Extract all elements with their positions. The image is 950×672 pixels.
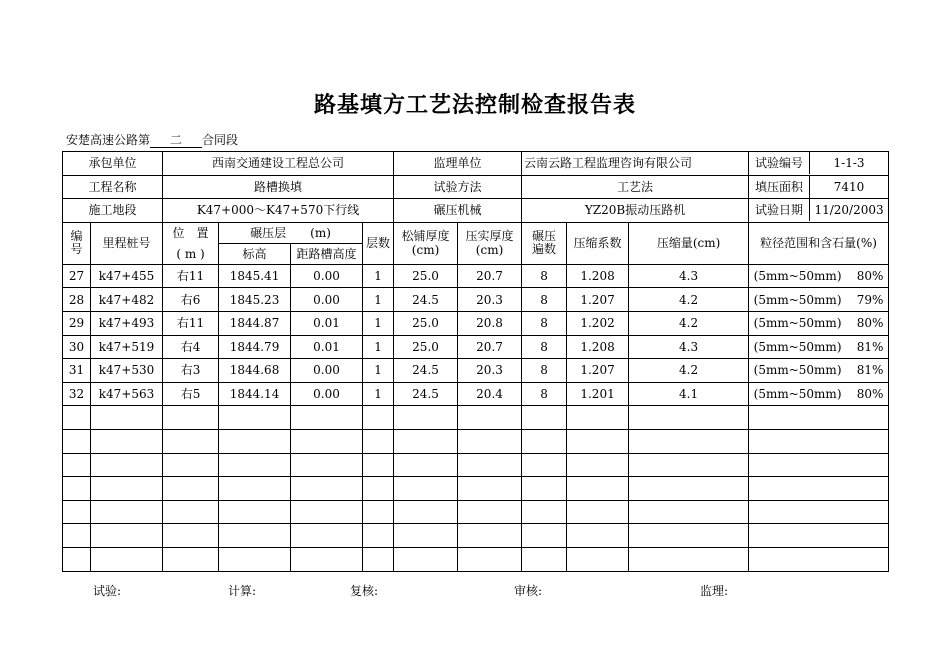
date-value: 11/20/2003 — [814, 203, 884, 218]
empty-row — [63, 500, 889, 524]
section-suffix: 合同段 — [202, 133, 239, 147]
table-row: 27 k47+455 右11 1845.41 0.00 1 25.0 20.7 8 1.208 4.3 (5mm~50mm) 80% — [63, 264, 889, 288]
header-compacted: 压实厚度(cm) — [458, 222, 522, 264]
section-prefix: 安楚高速公路第 — [66, 133, 151, 147]
header-passes: 碾压遍数 — [522, 222, 567, 264]
contract-section-line — [66, 131, 238, 148]
machine-label: 碾压机械 — [394, 199, 522, 223]
info-row-1 — [63, 152, 889, 176]
header-grading: 粒径范围和含石量(%) — [749, 222, 889, 264]
report-title: 路基填方工艺法控制检查报告表 — [313, 93, 636, 118]
header-elevation: 标高 — [219, 243, 291, 264]
date-label: 试验日期 — [749, 199, 810, 221]
contractor-label: 承包单位 — [63, 152, 163, 176]
info-row-3 — [63, 199, 889, 223]
site-value: K47+000～K47+570下行线 — [163, 199, 394, 223]
info-row-2 — [63, 175, 889, 199]
header-chainage: 里程桩号 — [91, 222, 163, 264]
section-number: 二 — [150, 133, 202, 148]
footer-calc: 计算: — [228, 584, 257, 598]
footer-audit: 审核: — [514, 584, 543, 598]
header-layer-group: 碾压层 (m) — [219, 222, 363, 243]
table-row: 32 k47+563 右5 1844.14 0.00 1 24.5 20.4 8 1.201 4.1 (5mm~50mm) 80% — [63, 382, 889, 406]
test-no-label: 试验编号 — [749, 152, 810, 174]
test-no-cell — [749, 152, 889, 176]
supervisor-value: 云南云路工程监理咨询有限公司 — [522, 152, 749, 176]
test-no-value: 1-1-3 — [833, 156, 865, 171]
method-label: 试验方法 — [394, 175, 522, 199]
table-row: 29 k47+493 右11 1844.87 0.01 1 25.0 20.8 8 1.202 4.2 (5mm~50mm) 80% — [63, 311, 889, 335]
empty-row — [63, 547, 889, 571]
area-cell — [749, 175, 889, 199]
header-position-unit: ( m ) — [163, 243, 219, 264]
header-coef: 压缩系数 — [567, 222, 629, 264]
project-value: 路槽换填 — [163, 175, 394, 199]
area-label: 填压面积 — [749, 176, 810, 198]
contractor-value: 西南交通建设工程总公司 — [163, 152, 394, 176]
site-label: 施工地段 — [63, 199, 163, 223]
machine-value: YZ20B振动压路机 — [522, 199, 749, 223]
header-position: 位 置 — [163, 222, 219, 243]
empty-row — [63, 524, 889, 548]
header-row-1 — [63, 222, 889, 243]
table-row: 28 k47+482 右6 1845.23 0.00 1 24.5 20.3 8 1.207 4.2 (5mm~50mm) 79% — [63, 288, 889, 312]
date-cell — [749, 199, 889, 223]
table-row: 31 k47+530 右3 1844.68 0.00 1 24.5 20.3 8 1.207 4.2 (5mm~50mm) 81% — [63, 359, 889, 383]
header-amount: 压缩量(cm) — [629, 222, 749, 264]
empty-row — [63, 406, 889, 430]
project-label: 工程名称 — [63, 175, 163, 199]
header-no: 编号 — [63, 222, 91, 264]
method-value: 工艺法 — [522, 175, 749, 199]
supervisor-label: 监理单位 — [394, 152, 522, 176]
footer-supervise: 监理: — [700, 584, 729, 598]
empty-row — [63, 429, 889, 453]
header-layers: 层数 — [363, 222, 394, 264]
footer-test: 试验: — [93, 584, 122, 598]
report-table — [62, 151, 889, 572]
header-distance: 距路槽高度 — [291, 243, 363, 264]
area-value: 7410 — [833, 179, 865, 194]
header-loose: 松铺厚度(cm) — [394, 222, 458, 264]
footer-review: 复核: — [350, 584, 379, 598]
table-row: 30 k47+519 右4 1844.79 0.01 1 25.0 20.7 8 1.208 4.3 (5mm~50mm) 81% — [63, 335, 889, 359]
empty-row — [63, 477, 889, 501]
empty-row — [63, 453, 889, 477]
